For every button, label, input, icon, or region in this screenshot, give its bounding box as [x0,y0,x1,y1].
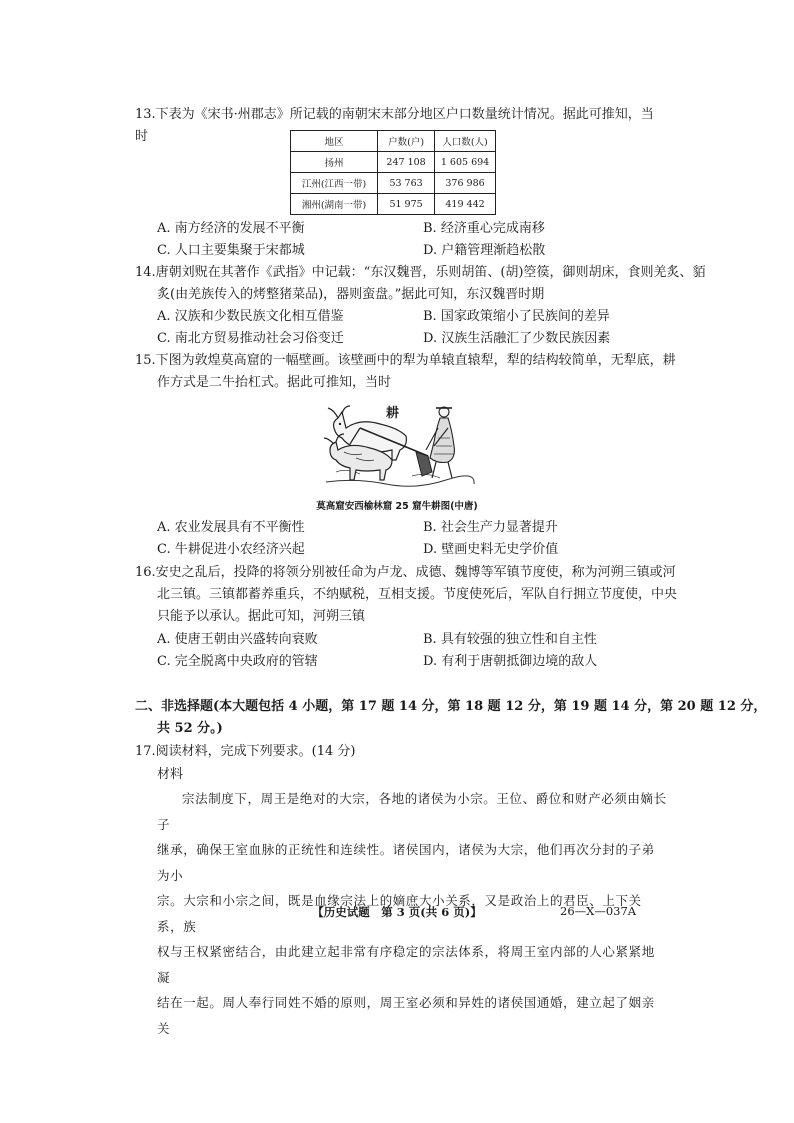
table-row [291,173,496,194]
table-cell: 1 605 694 [435,152,496,173]
material-line: 宗法制度下，周王是绝对的大宗，各地的诸侯为小宗。王位、爵位和财产必须由嫡长子 [157,791,667,832]
q13-stem: 13.下表为《宋书·州郡志》所记载的南朝宋末部分地区户口数量统计情况。据此可推知，当时 [135,107,654,144]
table-header-cell: 户数(户) [378,131,435,152]
material-line: 继承，确保王室血脉的正统性和连续性。诸侯国内，诸侯为大宗，他们再次分封的子弟为小 [157,842,655,883]
table-cell: 扬州 [291,152,378,173]
q13-option-d[interactable]: D. 户籍管理渐趋松散 [423,243,546,258]
q15-option-c[interactable]: C. 牛耕促进小农经济兴起 [157,542,305,557]
mural-inscription: 耕 [386,406,400,421]
q14-option-c[interactable]: C. 南北方贸易推动社会习俗变迁 [157,331,344,346]
q13-option-b[interactable]: B. 经济重心完成南移 [423,221,545,236]
q16-option-a[interactable]: A. 使唐王朝由兴盛转向衰败 [157,632,318,647]
table-cell: 376 986 [435,173,496,194]
paper-code: 26—X—037A [560,904,637,918]
table-cell: 湘州(湖南一带) [291,194,378,215]
section-2-heading [135,696,767,740]
q15-stem-line: 作方式是二牛抬杠式。据此可推知，当时 [157,375,392,390]
material-line: 权与王权紧密结合，由此建立起非常有序稳定的宗法体系，将周王室内部的人心紧紧地凝 [157,944,655,985]
q14-stem-line: 炙(由羌族传入的烤整猪菜品)，器则蛮盘。”据此可知，东汉魏晋时期 [157,287,545,302]
mural-caption: 莫高窟安西榆林窟 25 窟牛耕图(中唐) [316,501,478,512]
material-line: 结在一起。周人奉行同姓不婚的原则，周王室必须和异姓的诸侯国通婚，建立起了姻亲关 [157,995,655,1036]
q16-stem-line: 只能予以承认。据此可知，河朔三镇 [157,609,366,624]
q14-stem [135,262,706,306]
q15-option-b[interactable]: B. 社会生产力显著提升 [423,520,558,535]
table-cell: 247 108 [378,152,435,173]
q16-option-d[interactable]: D. 有利于唐朝抵御边境的敌人 [423,654,598,669]
q14-option-a[interactable]: A. 汉族和少数民族文化相互借鉴 [157,309,344,324]
q14-stem-line: 14.唐朝刘贶在其著作《武指》中记载：“东汉魏晋，乐则胡笛、(胡)箜篌，御则胡床，食则羌炙、貊 [135,265,706,280]
q16-option-c[interactable]: C. 完全脱离中央政府的管辖 [157,654,318,669]
table-header-cell: 地区 [291,131,378,152]
section-2-heading-line: 共 52 分。) [157,721,223,736]
table-row [291,194,496,215]
q16-stem-line: 16.安史之乱后，投降的将领分别被任命为卢龙、成德、魏博等军镇节度使，称为河朔三镇或河 [135,565,676,580]
q14-option-b[interactable]: B. 国家政策缩小了民族间的差异 [423,309,610,324]
q16-option-b[interactable]: B. 具有较强的独立性和自主性 [423,632,597,647]
table-row [291,152,496,173]
table-cell: 51 975 [378,194,435,215]
population-table [290,130,496,215]
table-header-row [291,131,496,152]
ox-plowing-mural-image [316,398,476,490]
q17-material-label: 材料 [157,767,184,782]
q15-stem [135,350,676,394]
table-header-cell: 人口数(人) [435,131,496,152]
q17-stem: 17.阅读材料，完成下列要求。(14 分) [135,744,356,759]
q13-option-c[interactable]: C. 人口主要集聚于宋都城 [157,243,305,258]
q14-option-d[interactable]: D. 汉族生活融汇了少数民族因素 [423,331,611,346]
table-cell: 419 442 [435,194,496,215]
q16-stem-line: 北三镇。三镇都蓄养重兵，不纳赋税，互相支援。节度使死后，军队自行拥立节度使，中央 [157,587,678,602]
q15-option-d[interactable]: D. 壁画史料无史学价值 [423,542,559,557]
q15-stem-line: 15.下图为敦煌莫高窟的一幅壁画。该壁画中的犁为单辕直辕犁，犁的结构较简单，无犁底，耕 [135,353,676,368]
material-line: 宗。大宗和小宗之间，既是血缘宗法上的嫡庶大小关系，又是政治上的君臣、上下关系，族 [157,893,642,934]
table-cell: 53 763 [378,173,435,194]
q13-option-a[interactable]: A. 南方经济的发展不平衡 [157,221,305,236]
page-footer-title: 【历史试题 第 3 页(共 6 页)】 [312,905,482,919]
table-cell: 江州(江西一带) [291,173,378,194]
section-2-heading-line: 二、非选择题(本大题包括 4 小题，第 17 题 14 分，第 18 题 12 分，第 19 题 14 分，第 20 题 12 分， [135,699,767,714]
q15-option-a[interactable]: A. 农业发展具有不平衡性 [157,520,305,535]
q16-stem [135,562,678,628]
